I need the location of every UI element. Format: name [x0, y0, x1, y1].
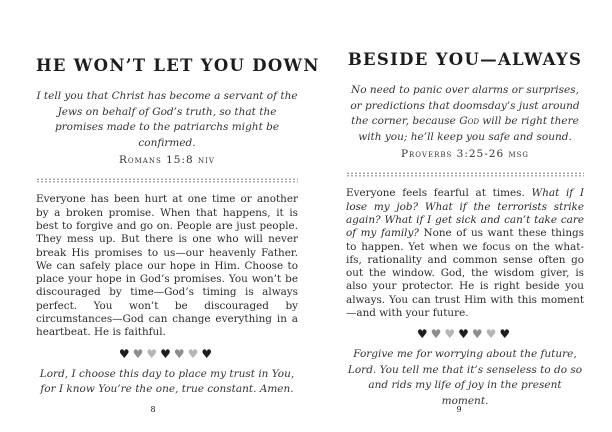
- heart-icon: ♥: [132, 346, 147, 361]
- devotion-body: [346, 187, 584, 320]
- heart-icon: ♥: [458, 327, 472, 342]
- quote-part: will be right there with you; he’ll keep you safe and sound.: [358, 115, 579, 143]
- prayer-text: Lord, I choose this day to place my trust in You, for I know You’re the one, true constant. Amen.: [39, 367, 295, 396]
- scripture-reference: Romans 15:8 niv: [119, 154, 215, 167]
- heart-icon: ♥: [416, 327, 431, 342]
- heart-icon: ♥: [160, 346, 174, 361]
- heart-icon: ♥: [430, 327, 445, 342]
- body-rest: None of us want these things to happen. Yet when we focus on the what-ifs, rationality and common sense often go out the window. God, the wisdom giver, is also your protector. He is right beside you always. You can trust Him with this moment—and with your future.: [346, 227, 584, 320]
- dotted-divider: [36, 178, 298, 183]
- dotted-divider: [346, 172, 584, 177]
- devotion-title: HE WON’T LET YOU DOWN: [36, 56, 320, 75]
- devotion-body: Everyone has been hurt at one time or another by a broken promise. When that happens, it is best to forgive and go on. People are just people. They mess up. But there is one who will never break His promises to us—our heavenly Father. We can safely place our hope in Him. Choose to place your hope in God’s promises. You won’t be discouraged by time—God’s timing is always perfect. You won’t be discouraged by circumstances—God can change everything in a heartbeat. He is faithful.: [36, 193, 298, 339]
- scripture-quote: [346, 83, 584, 145]
- heart-icon: ♥: [499, 327, 514, 342]
- devotion-title: BESIDE YOU—ALWAYS: [347, 50, 583, 69]
- hearts-ornament-row: [346, 327, 584, 341]
- scripture-quote: I tell you that Christ has become a servant of the Jews on behalf of God’s truth, so that the promises made to the patriarchs might be confirmed.: [36, 90, 298, 149]
- heart-icon: ♥: [173, 346, 188, 361]
- scripture-reference: Proverbs 3:25-26 msg: [400, 148, 530, 161]
- hearts-ornament-row: [36, 347, 298, 361]
- heart-icon: ♥: [118, 346, 133, 361]
- quote-smallcaps-god: God: [459, 115, 479, 128]
- heart-icon: ♥: [444, 327, 459, 342]
- heart-icon: ♥: [146, 346, 161, 361]
- body-what-ifs: What if I lose my job? What if the terrorists strike again? What if I get sick and can’t take care of my family?: [346, 187, 584, 240]
- heart-icon: ♥: [471, 327, 486, 342]
- prayer-text: Forgive me for worrying about the future, Lord. You tell me that it’s senseless to do so and rids my life of joy in the present moment.: [347, 348, 583, 407]
- body-intro: Everyone feels fearful at times.: [346, 187, 532, 200]
- heart-icon: ♥: [485, 327, 500, 342]
- heart-icon: ♥: [201, 346, 216, 361]
- right-page: [306, 0, 612, 432]
- heart-icon: ♥: [187, 346, 202, 361]
- quote-part: No need to panic over alarms or surprises, or predictions that doomsday’s just around the corner, because: [350, 84, 580, 128]
- page-number: 8: [150, 405, 156, 414]
- page-number: 9: [456, 405, 462, 414]
